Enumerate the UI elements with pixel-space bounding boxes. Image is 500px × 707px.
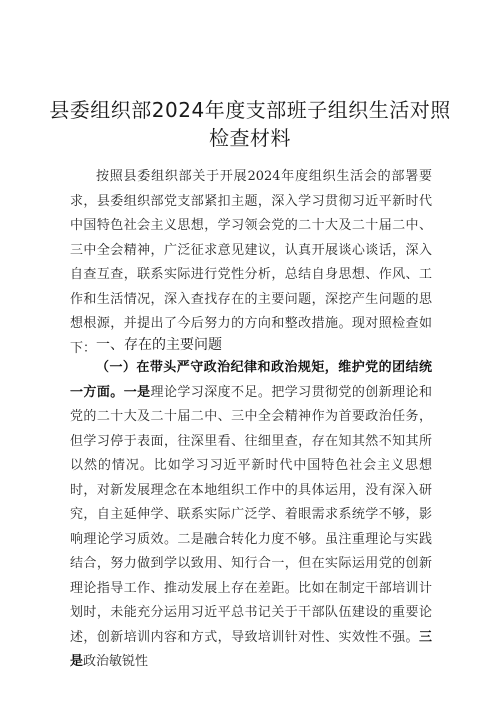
point3-label: 三是 <box>70 629 432 669</box>
document-title-line2: 检查材料 <box>209 126 291 150</box>
section-heading: 一、存在的主要问题 <box>96 337 222 353</box>
point1-label: 一是 <box>123 384 151 400</box>
point2-label: 二是 <box>177 531 205 547</box>
point3-text: 政治敏锐性 <box>83 654 149 669</box>
intro-paragraph: 按照县委组织部关于开展2024年度组织生活会的部署要求，县委组织部党支部紧扣主题，深入学习贯彻习近平新时代中国特色社会主义思想，学习领会党的二十大及二十届二中、三中全会精神，广泛征求意见建议，认真开展谈心谈话，深入自查互查，联系实际进行党性分析，总结自身思想、作风、工作和生活情况，深入查找存在的主要问题，深挖产生问题的思想根源，并提出了今后努力的方向和整改措施。现对照检查如下： <box>70 169 432 356</box>
point1-text: 理论学习深度不足。把学习贯彻党的创新理论和党的二十大及二十届二中、三中全会精神作为首要政治任务，但学习停于表面，往深里看、往细里查，存在知其然不知其所以然的情况。比如学习习近平新时代中国特色社会主义思想时，对新发展理念在本地组织工作中的具体运用，没有深入研究，自主延伸学、联系实际广泛学、着眼需求系统学不够，影响理论学习质效。 <box>70 384 432 547</box>
section-paragraph <box>70 356 432 675</box>
subsection-heading: （一）在带头严守政治纪律和政治规矩，维护党的团结统一方面。 <box>70 360 432 400</box>
point2-text: 融合转化力度不够。虽注重理论与实践结合，努力做到学以致用、知行合一，但在实际运用党的创新理论指导工作、推动发展上存在差距。比如在制定干部培训计划时，未能充分运用习近平总书记关于干部队伍建设的重要论述，创新培训内容和方式，导致培训针对性、实效性不强。 <box>70 531 432 645</box>
document-title-line1: 县委组织部2024年度支部班子组织生活对照 <box>49 98 451 122</box>
